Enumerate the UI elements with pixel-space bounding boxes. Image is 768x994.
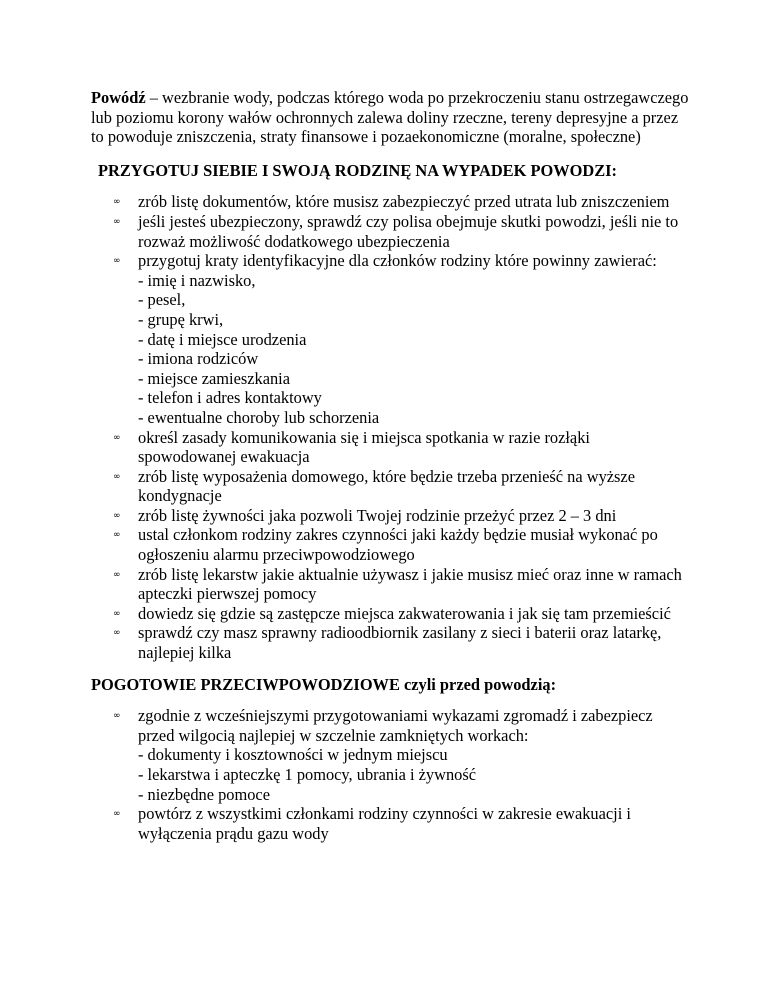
list-item	[91, 506, 691, 526]
bullet-icon: ∞	[113, 711, 121, 722]
bullet-icon: ∞	[113, 216, 121, 227]
sub-item: - datę i miejsce urodzenia	[138, 329, 307, 349]
list-item-text: ustal członkom rodziny zakres czynności jaki każdy będzie musiał wykonać po ogłoszeniu alarmu przeciwpowodziowego	[138, 525, 658, 565]
intro-paragraph	[91, 88, 691, 147]
list-item	[91, 804, 691, 843]
section2-heading: POGOTOWIE PRZECIWPOWODZIOWE czyli przed powodzią:	[91, 674, 557, 694]
bullet-icon: ∞	[113, 608, 121, 619]
sub-item: - dokumenty i kosztowności w jednym miejscu	[138, 745, 448, 765]
list-item	[91, 251, 691, 427]
list-item	[91, 192, 691, 212]
bullet-icon: ∞	[113, 432, 121, 443]
list-item	[91, 428, 691, 467]
bullet-icon: ∞	[113, 471, 121, 482]
list-item-text: zrób listę lekarstw jakie aktualnie używasz i jakie musisz mieć oraz inne w ramach apteczki pierwszej pomocy	[138, 564, 682, 604]
sub-item: - telefon i adres kontaktowy	[138, 388, 322, 408]
sub-item: - grupę krwi,	[138, 309, 224, 329]
list-item-text: zrób listę wyposażenia domowego, które będzie trzeba przenieść na wyższe kondygnacje	[138, 466, 635, 506]
list-item	[91, 604, 691, 624]
section1-list	[91, 192, 691, 662]
sub-item: - miejsce zamieszkania	[138, 368, 290, 388]
bullet-icon: ∞	[113, 530, 121, 541]
intro-definition: – wezbranie wody, podczas którego woda po przekroczeniu stanu ostrzegawczego lub poziomu korony wałów ochronnych zalewa doliny rzeczne, tereny depresyjne a przez to powoduje zniszczenia, straty finansowe i pozaekonomiczne (moralne, społeczne)	[91, 88, 689, 147]
bullet-icon: ∞	[113, 809, 121, 820]
list-item	[91, 565, 691, 604]
list-item-text: określ zasady komunikowania się i miejsca spotkania w razie rozłąki spowodowanej ewakuacja	[138, 427, 590, 467]
list-item-text: jeśli jesteś ubezpieczony, sprawdź czy polisa obejmuje skutki powodzi, jeśli nie to rozważ możliwość dodatkowego ubezpieczenia	[138, 211, 679, 251]
sub-item: - niezbędne pomoce	[138, 784, 270, 804]
list-item	[91, 525, 691, 564]
bullet-icon: ∞	[113, 256, 121, 267]
list-item-text: zrób listę żywności jaka pozwoli Twojej rodzinie przeżyć przez 2 – 3 dni	[138, 505, 617, 525]
document-page	[91, 88, 691, 855]
bullet-icon: ∞	[113, 628, 121, 639]
list-item	[91, 467, 691, 506]
sub-item: - ewentualne choroby lub schorzenia	[138, 407, 380, 427]
bullet-icon: ∞	[113, 510, 121, 521]
intro-term: Powódź	[91, 88, 146, 107]
list-item-text: sprawdź czy masz sprawny radioodbiornik zasilany z sieci i baterii oraz latarkę, najlepiej kilka	[138, 623, 662, 663]
list-item-text: dowiedz się gdzie są zastępcze miejsca zakwaterowania i jak się tam przemieścić	[138, 603, 671, 623]
list-item	[91, 706, 691, 804]
section2-list	[91, 706, 691, 843]
sub-item: - imię i nazwisko,	[138, 270, 256, 290]
section1-heading: PRZYGOTUJ SIEBIE I SWOJĄ RODZINĘ NA WYPADEK POWODZI:	[98, 160, 617, 180]
list-item-text: zgodnie z wcześniejszymi przygotowaniami wykazami zgromadź i zabezpiecz przed wilgocią najlepiej w szczelnie zamkniętych workach:	[138, 706, 653, 745]
bullet-icon: ∞	[113, 569, 121, 580]
sub-item: - lekarstwa i apteczkę 1 pomocy, ubrania i żywność	[138, 765, 477, 784]
list-item	[91, 623, 691, 662]
bullet-icon: ∞	[113, 197, 121, 208]
sub-item: - imiona rodziców	[138, 349, 259, 369]
list-item	[91, 212, 691, 251]
sub-item: - pesel,	[138, 290, 186, 310]
list-item-text: powtórz z wszystkimi członkami rodziny czynności w zakresie ewakuacji i wyłączenia prądu gazu wody	[138, 804, 631, 843]
list-item-text: zrób listę dokumentów, które musisz zabezpieczyć przed utrata lub zniszczeniem	[138, 192, 670, 212]
list-item-text: przygotuj kraty identyfikacyjne dla członków rodziny które powinny zawierać:	[138, 251, 657, 271]
